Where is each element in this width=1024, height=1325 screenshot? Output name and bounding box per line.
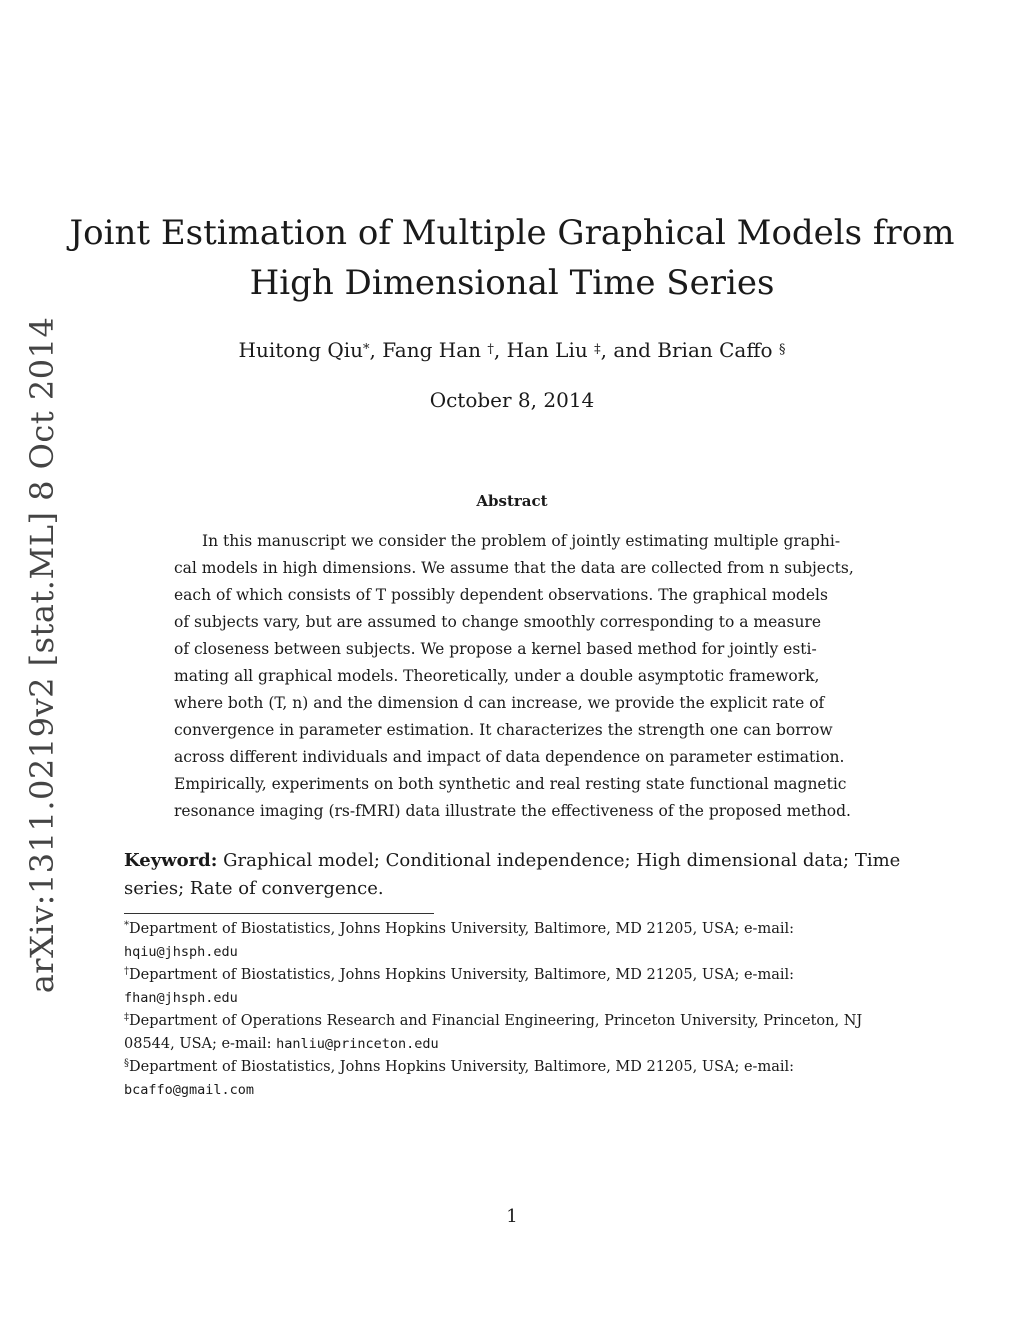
footnote-divider [124, 913, 434, 914]
abstract-line: of closeness between subjects. We propose a kernel based method for jointly esti- [174, 640, 817, 658]
publication-date: October 8, 2014 [429, 388, 595, 412]
author-name: Fang Han [382, 338, 481, 362]
abstract-line: In this manuscript we consider the problem of jointly estimating multiple graphi- [202, 532, 841, 550]
abstract-line: cal models in high dimensions. We assume that the data are collected from n subjects, [174, 559, 854, 577]
footnote-affiliation: Department of Biostatistics, Johns Hopkins University, Baltimore, MD 21205, USA; e-mail: [129, 921, 795, 937]
footnote-email-link[interactable]: hanliu@princeton.edu [276, 1036, 439, 1052]
abstract-line: convergence in parameter estimation. It characterizes the strength one can borrow [174, 721, 833, 739]
abstract-line: where both (T, n) and the dimension d can increase, we provide the explicit rate of [174, 694, 825, 712]
author-name: Brian Caffo [657, 338, 773, 362]
title-line-2: High Dimensional Time Series [249, 263, 775, 303]
footnote-mark: ‡ [124, 1012, 129, 1023]
footnote-continuation: 08544, USA; e-mail: [124, 1036, 277, 1052]
abstract-line: resonance imaging (rs-fMRI) data illustrate the effectiveness of the proposed method. [174, 802, 851, 820]
footnote-email-link[interactable]: fhan@jhsph.edu [124, 990, 238, 1006]
page-number: 1 [506, 1206, 518, 1227]
author-name: Han Liu [506, 338, 588, 362]
keywords-section [124, 847, 901, 903]
abstract-line: mating all graphical models. Theoretically, under a double asymptotic framework, [174, 667, 820, 685]
footnotes [124, 918, 897, 1102]
footnote-affiliation: Department of Biostatistics, Johns Hopkins University, Baltimore, MD 21205, USA; e-mail: [129, 967, 795, 983]
footnote-mark: * [124, 920, 129, 931]
keywords-text: Graphical model; Conditional independence; High dimensional data; Time [223, 850, 901, 871]
abstract-line: across different individuals and impact of data dependence on parameter estimation. [174, 748, 845, 766]
footnote-affiliation: Department of Operations Research and Financial Engineering, Princeton University, Princeton, NJ [129, 1013, 863, 1029]
paper-title [0, 208, 1024, 308]
abstract-line: Empirically, experiments on both synthetic and real resting state functional magnetic [174, 775, 847, 793]
abstract-heading: Abstract [476, 492, 548, 510]
author-mark: § [778, 342, 786, 357]
author-list: Huitong Qiu*, Fang Han †, Han Liu ‡, and Brian Caffo § [238, 338, 786, 362]
author-mark: * [363, 342, 370, 357]
footnote-affiliation: Department of Biostatistics, Johns Hopkins University, Baltimore, MD 21205, USA; e-mail: [129, 1059, 795, 1075]
footnote-email-link[interactable]: bcaffo@gmail.com [124, 1082, 255, 1098]
footnote-email-link[interactable]: hqiu@jhsph.edu [124, 944, 238, 960]
abstract-body [174, 528, 854, 825]
author-name: Huitong Qiu [238, 338, 364, 362]
footnote-mark: † [124, 966, 129, 977]
abstract-line: each of which consists of T possibly dependent observations. The graphical models [174, 586, 828, 604]
abstract-line: of subjects vary, but are assumed to change smoothly corresponding to a measure [174, 613, 822, 631]
keywords-text-continued: series; Rate of convergence. [124, 878, 384, 899]
arxiv-identifier-stamp: arXiv:1311.0219v2 [stat.ML] 8 Oct 2014 [23, 316, 61, 994]
title-line-1: Joint Estimation of Multiple Graphical Models from [69, 213, 955, 253]
footnote-mark: § [124, 1058, 129, 1069]
author-mark: † [487, 342, 494, 357]
author-mark: ‡ [594, 342, 601, 357]
keywords-label: Keyword: [124, 850, 218, 871]
